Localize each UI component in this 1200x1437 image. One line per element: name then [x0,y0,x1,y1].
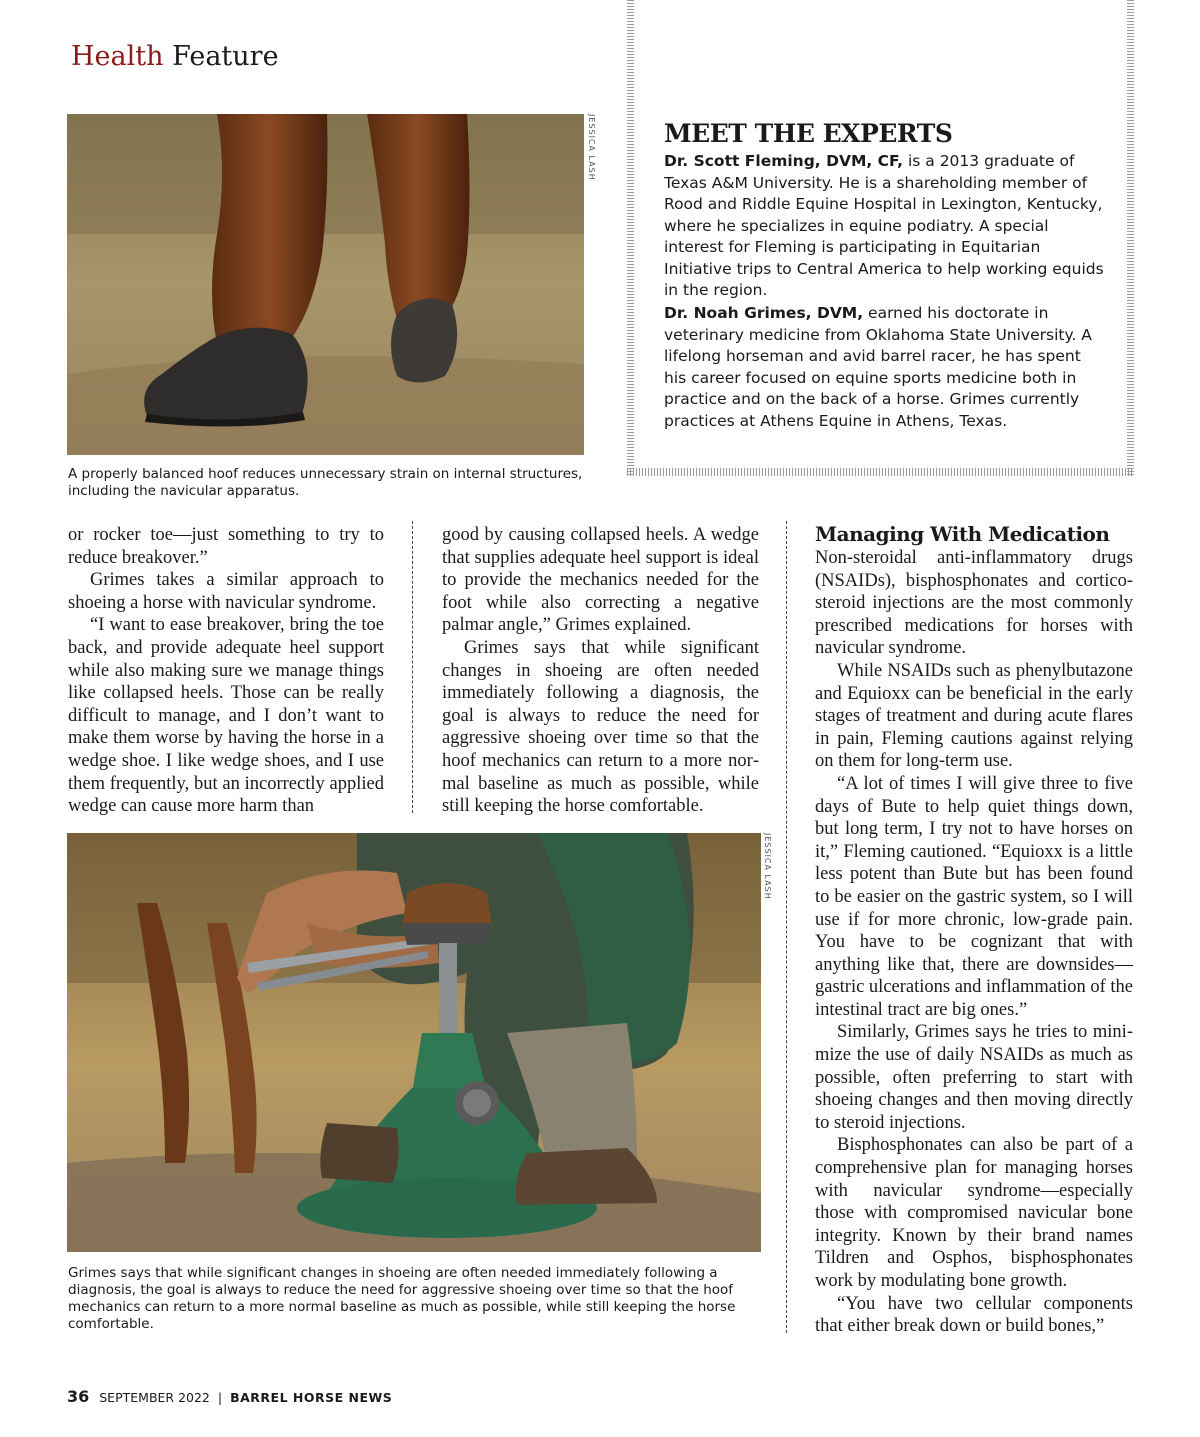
column-divider [412,521,413,813]
paragraph: or rocker toe—just something to try to reduce breakover.” [68,525,384,568]
footer-separator: | [217,1390,223,1405]
paragraph: good by causing collapsed heels. A wedge that supplies adequate heel support is ideal to provide the mechanics needed for the foot while also correcting a negative palmar angle,” Grimes explained. [442,525,759,636]
fleming-bio [664,151,1104,302]
photo-caption: Grimes says that while significant changes in shoeing are often needed immediately following a diagnosis, the goal is always to reduce the need for aggressive shoeing over time so that the hoof mechanics can return to a more normal baseline as much as possible, while still keeping the horse comfortable. [68,1265,736,1332]
grimes-bio-text: earned his doctorate in veterinary medicine from Oklahoma State University. A lifelong horseman and avid barrel racer, he has spent his career focused on equine sports medicine both in practice and on the back of a horse. Grimes currently practices at Athens Equine in Athens, Texas. [664,304,1092,430]
issue-date: SEPTEMBER 2022 [99,1390,210,1405]
paragraph: “A lot of times I will give three to five days of Bute to help quiet things down, but long term, I try not to have horses on it,” Fleming cautioned. “Equioxx is a little less potent than Bute but has been found to be easier on the gastric system, so I will use if for more chronic, low-grade pain. You have to be cognizant that with anything like that, there are downsides—gastric ulcerations and inflammation of the intestinal tract are big ones.” [815,773,1133,1020]
fleming-name: Dr. Scott Fleming, DVM, CF, [664,152,904,170]
hoof-photo [67,114,584,455]
page-footer [67,1389,392,1406]
paragraph: Non-steroidal anti-inflammatory drugs (NSAIDs), bisphosphonates and corticosteroid injections are the most commonly prescribed medications for horses with navicular syndrome. [815,548,1133,659]
magazine-name: BARREL HORSE NEWS [230,1390,393,1405]
article-column-2 [442,524,759,818]
experts-title: MEET THE EXPERTS [664,119,953,148]
fleming-bio-text: is a 2013 graduate of Texas A&M University. He is a shareholding member of Rood and Riddle Equine Hospital in Lexington, Kentucky, where he specializes in equine podiatry. A special interest for Fleming is participating in Equitarian Initiative trips to Central America to help working equids in the region. [664,152,1104,299]
paragraph: While NSAIDs such as phenylbutazone and Equioxx can be beneficial in the early stages of treatment and during acute flares in pain, Fleming cautions against relying on them for long-term use. [815,660,1133,772]
section-title [71,40,279,74]
paragraph: “I want to ease breakover, bring the toe back, and provide adequate heel support while also making sure we manage things like collapsed heels. Those can be really difficult to manage, and I don’t want to make them worse by having the horse in a wedge shoe. I like wedge shoes, and I use them frequently, but an incorrectly applied wedge can cause more harm than [68,615,384,817]
photo-credit: JESSICA LASH [763,833,772,900]
photo-caption: A properly balanced hoof reduces unnecessary strain on internal structures, including the navicular apparatus. [68,466,583,499]
article-column-3 [815,547,1133,1338]
column-divider [786,521,787,1333]
photo-credit: JESSICA LASH [587,114,596,181]
section-sublabel: Feature [172,41,279,72]
box-border-right [1127,0,1134,476]
paragraph: Grimes says that while significant changes in shoeing are often needed immediately following a diagnosis, the goal is always to reduce the need for aggressive shoeing over time so that the hoof mechanics can return to a more normal baseline as much as possible, while still keeping the horse comfortable. [442,637,759,817]
section-label: Health [71,41,164,72]
subhead: Managing With Medication [815,522,1110,546]
shoeing-photo [67,833,761,1252]
grimes-name: Dr. Noah Grimes, DVM, [664,304,864,322]
box-border-bottom [627,468,1134,476]
grimes-bio [664,303,1104,432]
paragraph: “You have two cellular components that either break down or build bones,” [815,1293,1133,1337]
page-number: 36 [67,1387,90,1406]
paragraph: Grimes takes a similar approach to shoeing a horse with navicular syndrome. [68,570,384,613]
paragraph: Similarly, Grimes says he tries to minimize the use of daily NSAIDs as much as possible, often preferring to start with shoeing changes and then moving directly to steroid injections. [815,1022,1133,1133]
paragraph: Bisphosphonates can also be part of a comprehensive plan for managing horses with navicular syndrome—especially those with compromised navicular bone integrity. Known by their brand names Tildren and Osphos, bisphosphonates work by modulating bone growth. [815,1135,1133,1291]
article-column-1 [68,524,384,818]
box-border-left [627,0,634,476]
